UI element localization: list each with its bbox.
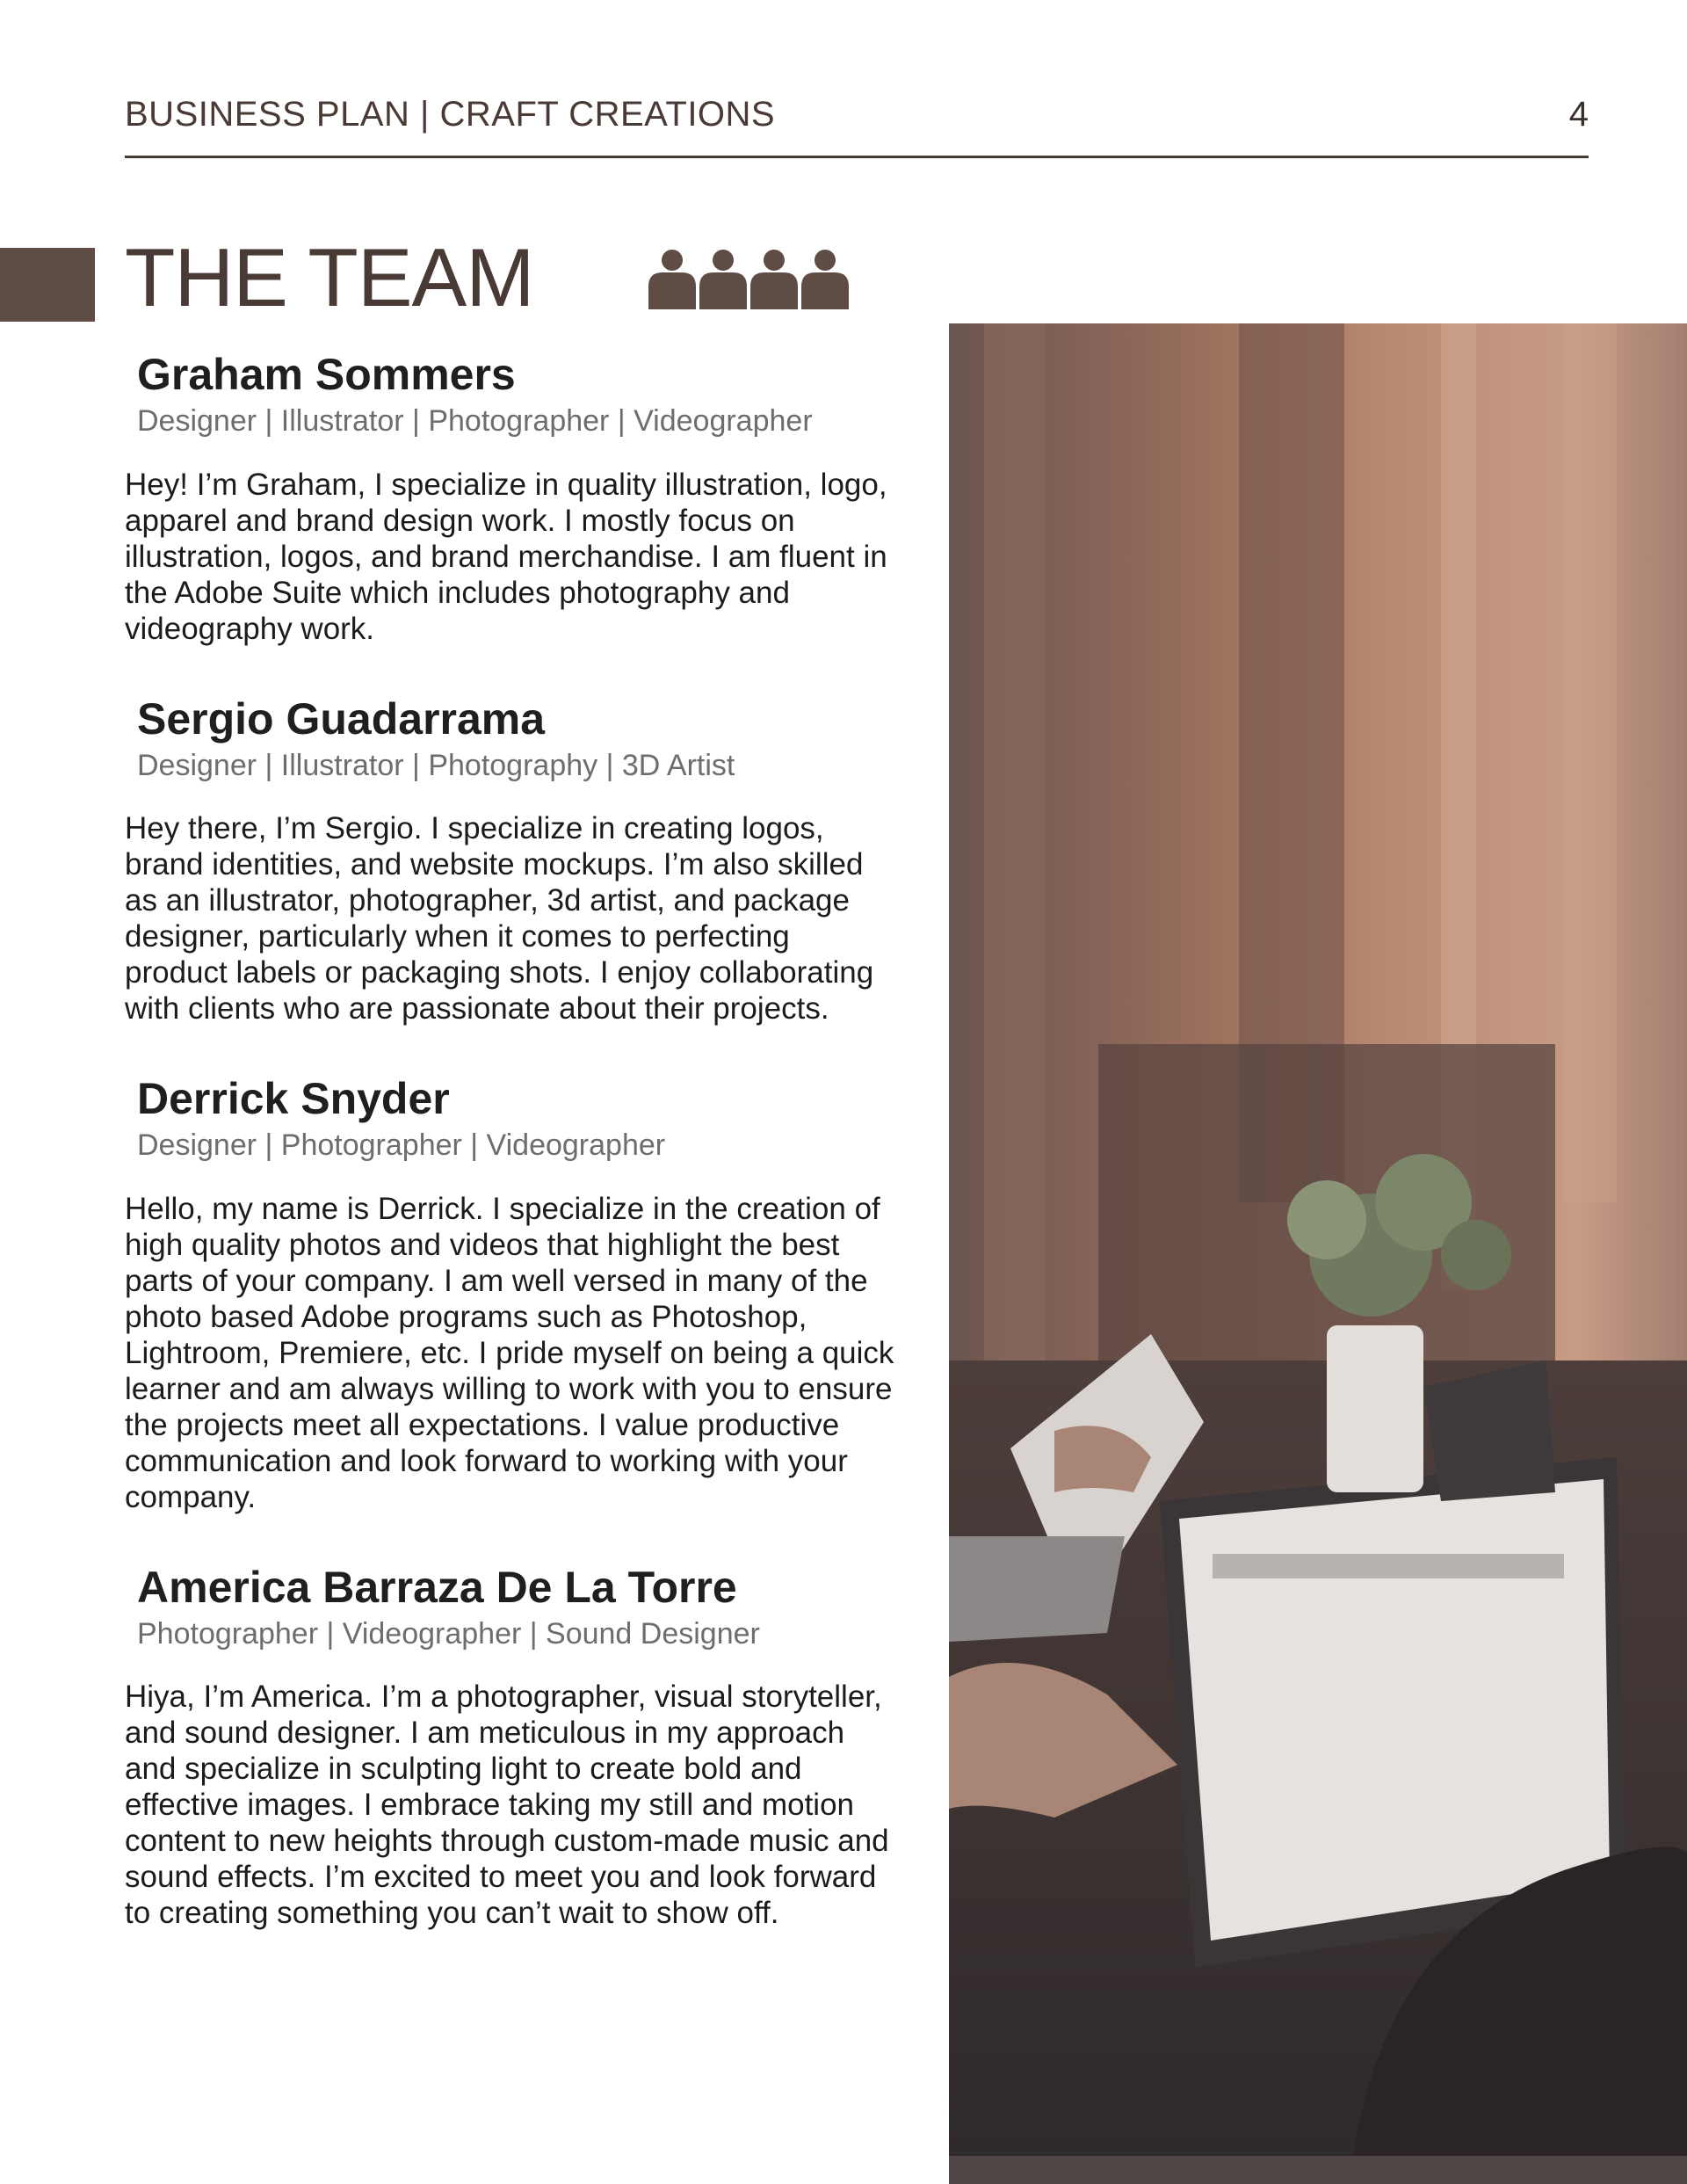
member-name: Derrick Snyder [137, 1074, 450, 1123]
document-title: BUSINESS PLAN | CRAFT CREATIONS [125, 95, 776, 134]
section-accent-bar [0, 248, 95, 322]
section-title: THE TEAM [125, 231, 534, 323]
member-bio: Hey! I’m Graham, I specialize in quality illustration, logo, apparel and brand design work. I mostly focus on illustration, logos, and brand merchandise. I am fluent in the Adobe Suite which includes photography and videography work. [125, 467, 887, 646]
member-name: Graham Sommers [137, 350, 516, 399]
team-member-list [125, 348, 916, 1977]
member-bio: Hello, my name is Derrick. I specialize in the creation of high quality photos and videos that highlight the best parts of your company. I am well versed in many of the photo based Adobe programs such as Photoshop, Lightroom, Premiere, etc. I pride myself on being a quick learner and am always willing to work with you to ensure the projects meet all expectations. I value productive communication and look forward to working with your company. [125, 1191, 894, 1514]
team-member-sergio [125, 693, 916, 1027]
member-name: Sergio Guadarrama [137, 693, 546, 744]
team-photo [949, 323, 1687, 2156]
member-bio: Hey there, I’m Sergio. I specialize in creating logos, brand identities, and website mockups. I’m also skilled as an illustrator, photographer, 3d artist, and package designer, particularly when it comes to perfecting product labels or packaging shots. I enjoy collaborating with clients who are passionate about their projects. [125, 811, 874, 1026]
member-roles: Designer | Photographer | Videographer [137, 1128, 666, 1162]
team-people-icon [647, 246, 851, 309]
member-bio: Hiya, I’m America. I’m a photographer, visual storyteller, and sound designer. I am meticulous in my approach and specialize in sculpting light to create bold and effective images. I embrace taking my still and motion content to new heights through custom-made music and sound effects. I’m excited to meet you and look forward to creating something you can’t wait to show off. [125, 1680, 889, 1930]
team-photo-illustration [949, 323, 1687, 2156]
team-member-america [125, 1561, 916, 1932]
page-header [125, 88, 1589, 158]
member-name: America Barraza De La Torre [137, 1562, 737, 1612]
footer-bar [949, 2156, 1687, 2184]
page-number: 4 [1568, 95, 1589, 134]
header-divider [125, 156, 1589, 158]
member-roles: Photographer | Videographer | Sound Designer [137, 1616, 760, 1651]
member-roles: Designer | Illustrator | Photography | 3D Artist [137, 748, 735, 782]
member-roles: Designer | Illustrator | Photographer | Videographer [137, 404, 813, 438]
team-member-derrick [125, 1072, 916, 1515]
team-member-graham [125, 348, 916, 647]
